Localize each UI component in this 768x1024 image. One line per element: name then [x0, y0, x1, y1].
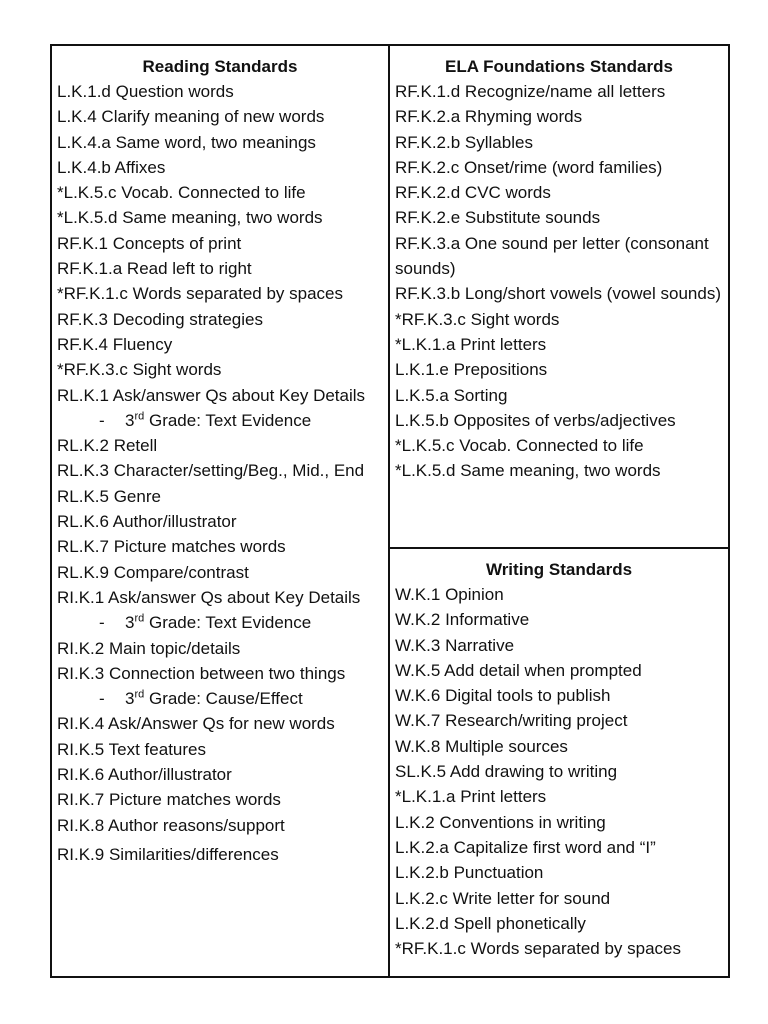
- list-item: RI.K.1 Ask/answer Qs about Key Details: [57, 587, 361, 607]
- list-item: L.K.2.a Capitalize first word and “I”: [395, 837, 656, 857]
- list-item: RL.K.3 Character/setting/Beg., Mid., End: [57, 461, 365, 481]
- foundations-standards-title: ELA Foundations Standards: [445, 57, 673, 76]
- grade-number: 3: [125, 689, 135, 709]
- foundations-standards-list: [390, 79, 728, 484]
- list-item: RI.K.3 Connection between two things: [57, 663, 346, 683]
- list-item: RF.K.1 Concepts of print: [57, 233, 242, 253]
- list-item: L.K.2.b Punctuation: [395, 863, 544, 883]
- list-item: *RF.K.3.c Sight words: [395, 309, 560, 329]
- list-item: W.K.6 Digital tools to publish: [395, 686, 611, 706]
- list-item: W.K.1 Opinion: [395, 585, 504, 604]
- dash-bullet: -: [99, 410, 105, 430]
- list-item: RF.K.2.a Rhyming words: [395, 107, 583, 127]
- list-item: RL.K.6 Author/illustrator: [57, 512, 237, 532]
- list-item: RF.K.3.b Long/short vowels (vowel sounds): [395, 284, 721, 304]
- grade-number: 3: [125, 410, 135, 430]
- reading-standards-title: Reading Standards: [142, 57, 298, 76]
- list-item: *L.K.5.c Vocab. Connected to life: [395, 436, 644, 456]
- list-item: RI.K.6 Author/illustrator: [57, 765, 232, 785]
- list-item: RI.K.7 Picture matches words: [57, 790, 281, 810]
- grade-ordinal: rd: [134, 688, 145, 701]
- list-item: W.K.7 Research/writing project: [395, 711, 628, 731]
- list-item: L.K.5.a Sorting: [395, 385, 508, 405]
- list-item: *L.K.5.d Same meaning, two words: [57, 208, 323, 228]
- list-item: RI.K.9 Similarities/differences: [57, 844, 279, 864]
- grade-note-cause-effect: [125, 689, 303, 708]
- list-item: L.K.2.c Write letter for sound: [395, 888, 611, 908]
- list-item: W.K.5 Add detail when prompted: [395, 660, 642, 680]
- list-item: *L.K.1.a Print letters: [395, 334, 547, 354]
- sub-list-item: [57, 610, 388, 635]
- list-item: RF.K.4 Fluency: [57, 334, 173, 354]
- list-item: W.K.8 Multiple sources: [395, 736, 568, 756]
- dash-bullet: -: [99, 689, 105, 709]
- reading-standards-column: [52, 46, 390, 976]
- list-item: L.K.4 Clarify meaning of new words: [57, 107, 325, 127]
- grade-note-label: Grade: Text Evidence: [144, 613, 312, 633]
- list-item: L.K.2.d Spell phonetically: [395, 913, 586, 933]
- list-item: *RF.K.3.c Sight words: [57, 360, 222, 380]
- writing-standards-list: [390, 582, 728, 961]
- list-item: RL.K.7 Picture matches words: [57, 537, 286, 557]
- list-item: RI.K.8 Author reasons/support: [57, 815, 285, 835]
- list-item: SL.K.5 Add drawing to writing: [395, 762, 618, 782]
- list-item: RF.K.1.d Recognize/name all letters: [395, 82, 666, 101]
- list-item: *RF.K.1.c Words separated by spaces: [395, 939, 681, 959]
- reading-standards-list: [52, 79, 388, 867]
- grade-note-text-evidence: [125, 613, 311, 632]
- list-item: RI.K.2 Main topic/details: [57, 638, 241, 658]
- list-item: RL.K.9 Compare/contrast: [57, 562, 249, 582]
- list-item: *RF.K.1.c Words separated by spaces: [57, 284, 343, 304]
- list-item: RF.K.2.c Onset/rime (word families): [395, 157, 663, 177]
- grade-note-label: Grade: Cause/Effect: [144, 689, 303, 709]
- list-item: L.K.2 Conventions in writing: [395, 812, 606, 832]
- list-item: *L.K.5.d Same meaning, two words: [395, 461, 661, 481]
- writing-standards-cell: [390, 549, 728, 976]
- list-item: RF.K.3.a One sound per letter (consonant sounds): [395, 233, 709, 279]
- grade-number: 3: [125, 613, 135, 633]
- list-item: L.K.5.b Opposites of verbs/adjectives: [395, 410, 676, 430]
- list-item: RL.K.2 Retell: [57, 436, 158, 456]
- list-item: RF.K.1.a Read left to right: [57, 259, 252, 279]
- writing-standards-title: Writing Standards: [485, 560, 633, 579]
- grade-note-text-evidence: [125, 411, 311, 430]
- list-item: L.K.1.e Prepositions: [395, 360, 548, 380]
- list-item: RL.K.1 Ask/answer Qs about Key Details: [57, 385, 366, 405]
- dash-bullet: -: [99, 613, 105, 633]
- list-item: RF.K.2.e Substitute sounds: [395, 208, 601, 228]
- grade-ordinal: rd: [134, 612, 145, 625]
- foundations-standards-cell: [390, 46, 728, 549]
- list-item: L.K.1.d Question words: [57, 82, 234, 101]
- list-item: RF.K.2.b Syllables: [395, 132, 533, 152]
- list-item: L.K.4.a Same word, two meanings: [57, 132, 316, 152]
- list-item: *L.K.5.c Vocab. Connected to life: [57, 183, 306, 203]
- list-item: RI.K.5 Text features: [57, 739, 206, 759]
- list-item: RF.K.3 Decoding strategies: [57, 309, 263, 329]
- list-item: RF.K.2.d CVC words: [395, 183, 551, 203]
- list-item: RI.K.4 Ask/Answer Qs for new words: [57, 714, 335, 734]
- sub-list-item: [57, 686, 388, 711]
- standards-table: [50, 44, 730, 978]
- grade-note-label: Grade: Text Evidence: [144, 410, 312, 430]
- grade-ordinal: rd: [134, 410, 145, 423]
- list-item: *L.K.1.a Print letters: [395, 787, 547, 807]
- list-item: W.K.2 Informative: [395, 610, 530, 630]
- list-item: RL.K.5 Genre: [57, 486, 161, 506]
- list-item: W.K.3 Narrative: [395, 635, 515, 655]
- sub-list-item: [57, 408, 388, 433]
- list-item: L.K.4.b Affixes: [57, 157, 166, 177]
